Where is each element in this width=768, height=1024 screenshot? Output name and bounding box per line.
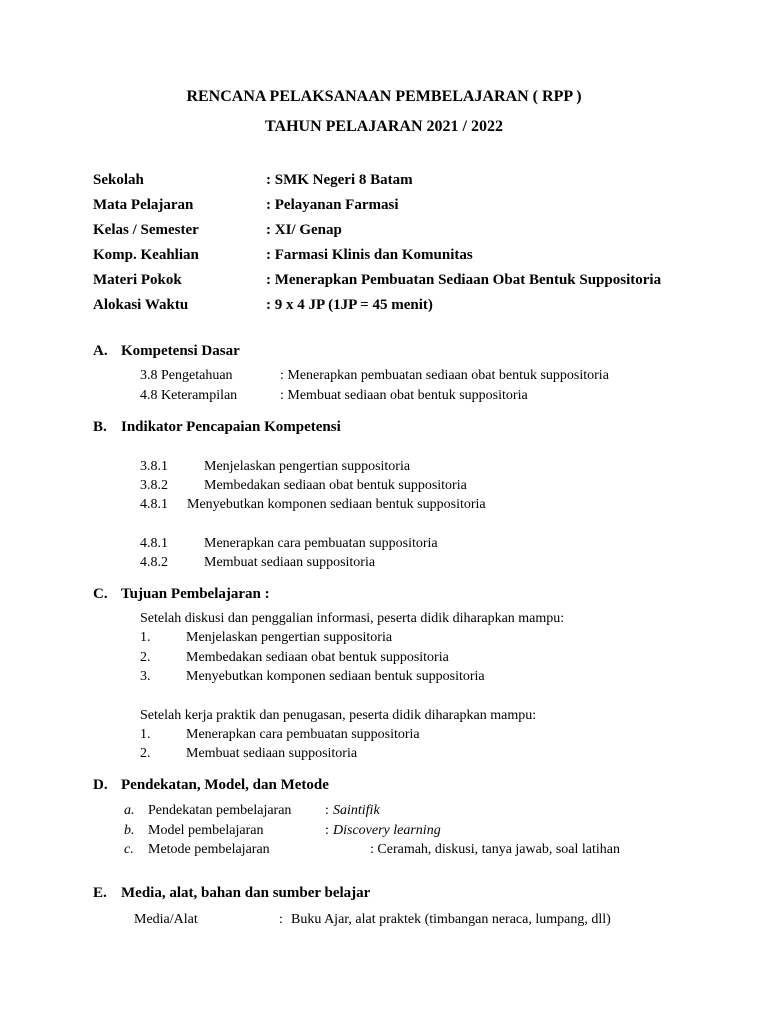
objective-number: 3. <box>140 669 151 684</box>
indicator-number: 4.8.1 <box>140 536 168 551</box>
identity-label: Materi Pokok <box>93 272 182 288</box>
method-label: Pendekatan pembelajaran <box>148 803 292 818</box>
identity-value: : XI/ Genap <box>266 222 342 238</box>
method-letter: b. <box>124 823 135 838</box>
indicator-text: Menjelaskan pengertian suppositoria <box>204 459 411 474</box>
section-heading: Tujuan Pembelajaran : <box>121 586 270 602</box>
section-heading: Media, alat, bahan dan sumber belajar <box>121 885 371 901</box>
indicator-text: Membuat sediaan suppositoria <box>204 555 376 570</box>
section-letter: C. <box>93 586 108 602</box>
identity-label: Sekolah <box>93 172 144 188</box>
competency-label: 4.8 Keterampilan <box>140 388 238 403</box>
identity-value: : Menerapkan Pembuatan Sediaan Obat Bentuk Suppositoria <box>266 272 662 288</box>
section-letter: D. <box>93 777 108 793</box>
media-colon: : <box>279 912 283 927</box>
section-heading: Pendekatan, Model, dan Metode <box>121 777 329 793</box>
method-colon: : <box>325 803 329 818</box>
objective-text: Membedakan sediaan obat bentuk suppositoria <box>186 650 449 665</box>
method-value: Discovery learning <box>333 823 441 838</box>
competency-value: : Membuat sediaan obat bentuk suppositoria <box>280 388 528 403</box>
method-label: Model pembelajaran <box>148 823 264 838</box>
media-label: Media/Alat <box>134 912 198 927</box>
objective-text: Menerapkan cara pembuatan suppositoria <box>186 727 420 742</box>
competency-label: 3.8 Pengetahuan <box>140 368 233 383</box>
objective-text: Menjelaskan pengertian suppositoria <box>186 630 393 645</box>
indicator-text: Menerapkan cara pembuatan suppositoria <box>204 536 438 551</box>
identity-label: Kelas / Semester <box>93 222 199 238</box>
indicator-text: Menyebutkan komponen sediaan bentuk suppositoria <box>187 497 486 512</box>
objective-text: Menyebutkan komponen sediaan bentuk suppositoria <box>186 669 485 684</box>
identity-label: Alokasi Waktu <box>93 297 189 313</box>
academic-year: TAHUN PELAJARAN 2021 / 2022 <box>265 118 503 135</box>
objective-text: Membuat sediaan suppositoria <box>186 746 358 761</box>
method-value: Saintifik <box>333 803 380 818</box>
section-letter: B. <box>93 419 107 435</box>
objective-number: 1. <box>140 727 151 742</box>
method-value: : Ceramah, diskusi, tanya jawab, soal latihan <box>370 842 620 857</box>
objective-intro: Setelah diskusi dan penggalian informasi, peserta didik diharapkan mampu: <box>140 611 565 626</box>
method-letter: a. <box>124 803 135 818</box>
method-letter: c. <box>124 842 134 857</box>
objective-number: 1. <box>140 630 151 645</box>
identity-value: : SMK Negeri 8 Batam <box>266 172 413 188</box>
indicator-number: 3.8.1 <box>140 459 168 474</box>
indicator-text: Membedakan sediaan obat bentuk suppositoria <box>204 478 467 493</box>
method-label: Metode pembelajaran <box>148 842 270 857</box>
competency-value: : Menerapkan pembuatan sediaan obat bentuk suppositoria <box>280 368 609 383</box>
section-heading: Kompetensi Dasar <box>121 343 240 359</box>
indicator-number: 4.8.1 <box>140 497 168 512</box>
objective-number: 2. <box>140 650 151 665</box>
indicator-number: 3.8.2 <box>140 478 168 493</box>
media-value: Buku Ajar, alat praktek (timbangan neraca, lumpang, dll) <box>291 912 611 927</box>
section-heading: Indikator Pencapaian Kompetensi <box>121 419 341 435</box>
objective-number: 2. <box>140 746 151 761</box>
section-letter: A. <box>93 343 108 359</box>
document-title: RENCANA PELAKSANAAN PEMBELAJARAN ( RPP ) <box>186 88 582 105</box>
identity-value: : Farmasi Klinis dan Komunitas <box>266 247 473 263</box>
method-colon: : <box>325 823 329 838</box>
indicator-number: 4.8.2 <box>140 555 168 570</box>
section-letter: E. <box>93 885 107 901</box>
objective-intro: Setelah kerja praktik dan penugasan, peserta didik diharapkan mampu: <box>140 708 537 723</box>
identity-label: Mata Pelajaran <box>93 197 194 213</box>
identity-value: : 9 x 4 JP (1JP = 45 menit) <box>266 297 433 313</box>
identity-label: Komp. Keahlian <box>93 247 199 263</box>
identity-value: : Pelayanan Farmasi <box>266 197 399 213</box>
